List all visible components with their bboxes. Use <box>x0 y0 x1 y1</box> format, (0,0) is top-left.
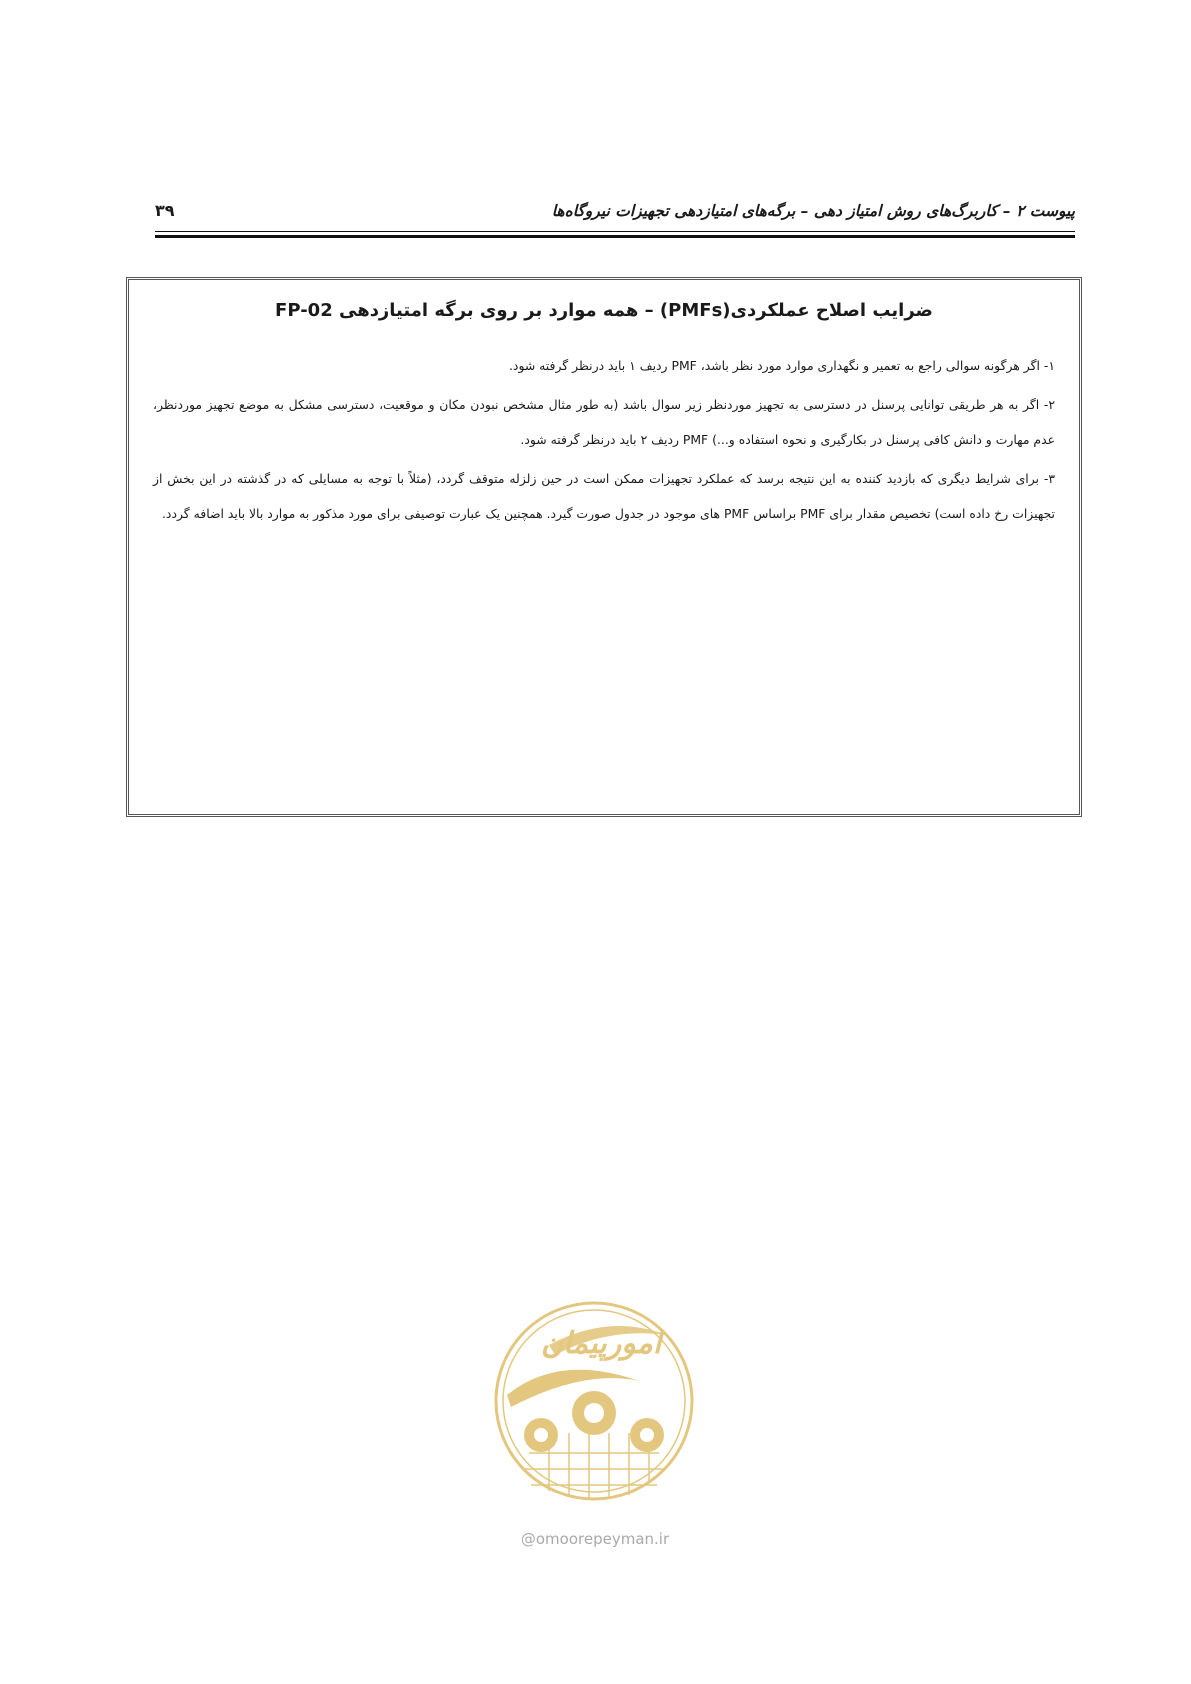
header-rule-thick <box>155 235 1075 238</box>
instruction-item: ۱- اگر هرگونه سوالی راجع به تعمیر و نگهداری موارد مورد نظر باشد، PMF ردیف ۱ باید درنظر گرفته شود. <box>508 358 1055 373</box>
watermark-site: @omoorepeyman.ir <box>520 1530 670 1548</box>
watermark-logo <box>489 1283 699 1533</box>
page-number: ۳۹ <box>155 201 175 220</box>
header-title: پیوست ۲ – کاربرگ‌های روش امتیاز دهی – برگه‌های امتیازدهی تجهیزات نیروگاه‌ها <box>551 202 1075 220</box>
seal-icon <box>489 1283 699 1533</box>
instruction-item: ۳- برای شرایط دیگری که بازدید کننده به این نتیجه برسد که عملکرد تجهیزات ممکن است در حین زلزله متوقف گردد، (مثلاً با توجه به مسایلی که در گذشته در این بخش از تجهیزات رخ داده است) تخصیص مقدار برای PMF براساس PMF های موجود در جدول صورت گیرد. همچنین یک عبارت توصیفی برای مورد مذکور به موارد بالا باید اضافه گردد. <box>153 471 1055 521</box>
logo-text: امورپیمان <box>540 1326 662 1361</box>
page-header <box>155 196 1075 226</box>
header-rule-thin <box>155 231 1075 232</box>
instruction-list <box>153 348 1055 531</box>
box-title: ضرایب اصلاح عملکردی(PMFs) – همه موارد بر روی برگه امتیازدهی FP-02 <box>275 300 933 321</box>
pmf-instructions-box <box>126 277 1082 817</box>
instruction-item: ۲- اگر به هر طریقی توانایی پرسنل در دسترسی به تجهیز موردنظر زیر سوال باشد (به طور مثال مشخص نبودن مکان و موقعیت، دسترسی مشکل به موضع تجهیز موردنظر، عدم مهارت و دانش کافی پرسنل در بکارگیری و نحوه استفاده و...) PMF ردیف ۲ باید درنظر گرفته شود. <box>153 397 1055 447</box>
